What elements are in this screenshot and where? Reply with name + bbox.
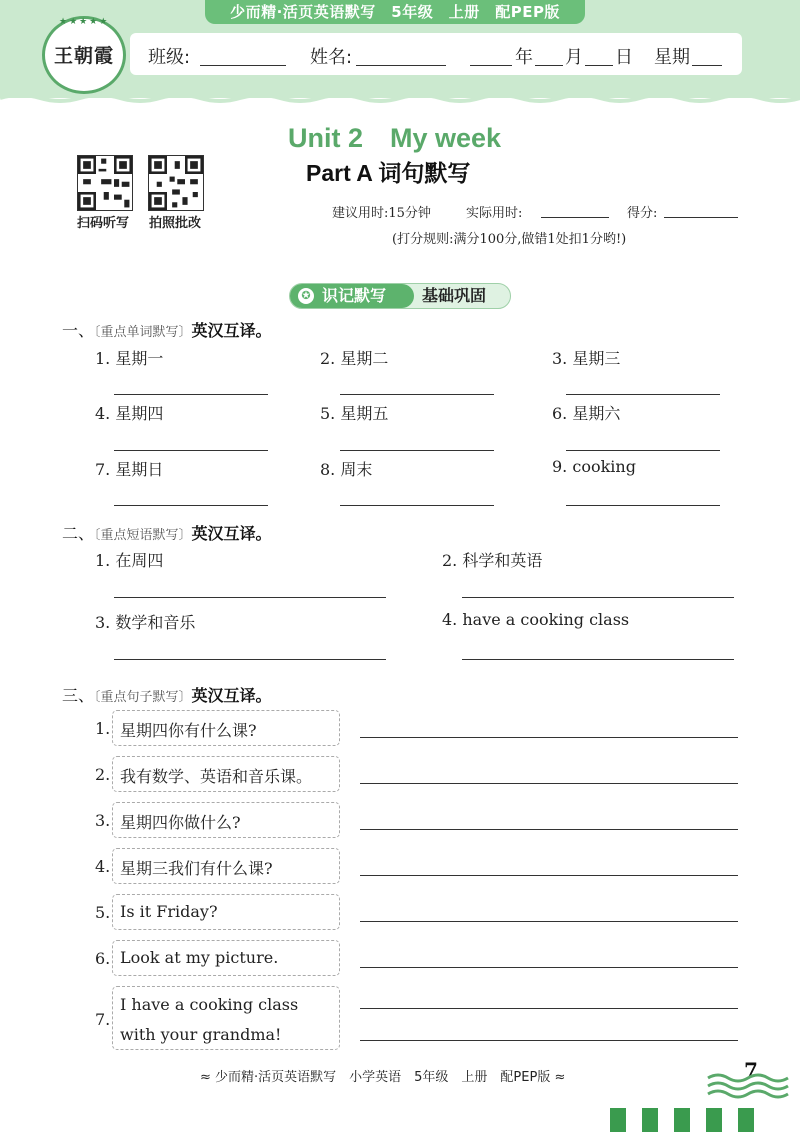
score-field[interactable] <box>664 217 738 218</box>
answer-line[interactable] <box>114 659 386 660</box>
answer-line[interactable] <box>114 597 386 598</box>
banner-right-label: 基础巩固 <box>422 286 487 305</box>
word-item: 6. 星期六 <box>552 404 621 423</box>
answer-line[interactable] <box>360 967 738 968</box>
logo-text: 王朝霞 <box>53 45 114 67</box>
qr-code-correct-icon[interactable] <box>148 155 204 211</box>
answer-line[interactable] <box>114 394 268 395</box>
qr-caption-listen: 扫码听写 <box>77 216 130 231</box>
word-item: 1. 星期一 <box>95 349 164 368</box>
sentence-box: 星期四你有什么课? <box>112 710 340 746</box>
section2-heading <box>62 521 272 544</box>
sentence-number: 2. <box>95 765 111 784</box>
day-label: 日 <box>615 47 633 68</box>
part-title: Part A 词句默写 <box>306 160 471 186</box>
word-item: 7. 星期日 <box>95 460 164 479</box>
name-label: 姓名: <box>310 47 353 68</box>
qr-caption-correct: 拍照批改 <box>149 216 202 231</box>
sentence-box: Look at my picture. <box>112 940 340 976</box>
weekday-label: 星期 <box>654 47 690 68</box>
word-item: 2. 星期二 <box>320 349 389 368</box>
section3-tag: 〔重点句子默写〕 <box>94 690 192 705</box>
medal-icon: ✪ <box>298 288 314 304</box>
word-item: 9. cooking <box>552 457 636 476</box>
footer-text: ≈ 少而精·活页英语默写 小学英语 5年级 上册 配PEP版 ≈ <box>200 1070 566 1085</box>
class-label: 班级: <box>148 47 191 68</box>
answer-line[interactable] <box>360 1008 738 1009</box>
phrase-item: 4. have a cooking class <box>442 610 630 629</box>
sentence-box: 星期四你做什么? <box>112 802 340 838</box>
section2-title: 英汉互译。 <box>191 524 272 543</box>
header-wave-decoration <box>0 92 800 106</box>
score-label: 得分: <box>627 206 658 221</box>
word-item: 5. 星期五 <box>320 404 389 423</box>
day-field[interactable] <box>585 65 613 66</box>
sentence-number: 3. <box>95 811 111 830</box>
sentence-box: 星期三我们有什么课? <box>112 848 340 884</box>
section2-tag: 〔重点短语默写〕 <box>94 528 192 543</box>
banner-left-label: 识记默写 <box>322 286 387 305</box>
header-title: 少而精·活页英语默写 5年级 上册 配PEP版 <box>205 0 585 24</box>
section3-title: 英汉互译。 <box>191 686 272 705</box>
section3-number: 三、 <box>62 686 95 705</box>
sentence-box: 我有数学、英语和音乐课。 <box>112 756 340 792</box>
section-banner <box>289 283 511 309</box>
footer-block <box>706 1108 722 1132</box>
section1-tag: 〔重点单词默写〕 <box>94 325 192 340</box>
answer-line[interactable] <box>340 394 494 395</box>
phrase-item: 3. 数学和音乐 <box>95 613 196 632</box>
answer-line[interactable] <box>340 505 494 506</box>
word-item: 4. 星期四 <box>95 404 164 423</box>
answer-line[interactable] <box>360 783 738 784</box>
sentence-number: 4. <box>95 857 111 876</box>
weekday-field[interactable] <box>692 65 722 66</box>
footer-block <box>738 1108 754 1132</box>
section2-number: 二、 <box>62 524 95 543</box>
answer-line[interactable] <box>360 737 738 738</box>
footer-block <box>610 1108 626 1132</box>
qr-code-listen-icon[interactable] <box>77 155 133 211</box>
unit-title: Unit 2 My week <box>288 123 502 153</box>
answer-line[interactable] <box>566 450 720 451</box>
answer-line[interactable] <box>566 505 720 506</box>
year-label: 年 <box>515 47 533 68</box>
word-item: 3. 星期三 <box>552 349 621 368</box>
section1-heading <box>62 318 272 341</box>
section3-heading <box>62 683 272 706</box>
answer-line[interactable] <box>114 450 268 451</box>
month-field[interactable] <box>535 65 563 66</box>
answer-line[interactable] <box>114 505 268 506</box>
answer-line[interactable] <box>462 659 734 660</box>
phrase-item: 1. 在周四 <box>95 551 164 570</box>
footer-block <box>642 1108 658 1132</box>
answer-line[interactable] <box>360 829 738 830</box>
class-field[interactable] <box>200 65 286 66</box>
answer-line[interactable] <box>360 875 738 876</box>
year-field[interactable] <box>470 65 512 66</box>
scoring-rule: (打分规则:满分100分,做错1处扣1分哟!) <box>392 232 627 247</box>
sentence-box: Is it Friday? <box>112 894 340 930</box>
answer-line[interactable] <box>360 921 738 922</box>
answer-line[interactable] <box>462 597 734 598</box>
month-label: 月 <box>565 47 583 68</box>
sentence-number: 6. <box>95 949 111 968</box>
answer-line[interactable] <box>360 1040 738 1041</box>
footer-wave-icon <box>706 1072 796 1100</box>
phrase-item: 2. 科学和英语 <box>442 551 543 570</box>
section1-title: 英汉互译。 <box>191 321 272 340</box>
answer-line[interactable] <box>566 394 720 395</box>
suggested-time: 建议用时:15分钟 <box>332 206 431 221</box>
sentence-number: 5. <box>95 903 111 922</box>
actual-time-field[interactable] <box>541 217 609 218</box>
section1-number: 一、 <box>62 321 95 340</box>
sentence-number: 1. <box>95 719 111 738</box>
sentence-box: I have a cooking class with your grandma! <box>112 986 340 1050</box>
page-number: 7 <box>744 1058 758 1082</box>
answer-line[interactable] <box>340 450 494 451</box>
word-item: 8. 周末 <box>320 460 373 479</box>
footer-block <box>674 1108 690 1132</box>
banner-memorize <box>290 284 414 308</box>
logo-stars: ★★★★★ <box>59 17 110 27</box>
student-info-bar <box>130 33 742 75</box>
sentence-number: 7. <box>95 1010 111 1029</box>
publisher-logo <box>42 16 126 94</box>
name-field[interactable] <box>356 65 446 66</box>
actual-time-label: 实际用时: <box>466 206 523 221</box>
